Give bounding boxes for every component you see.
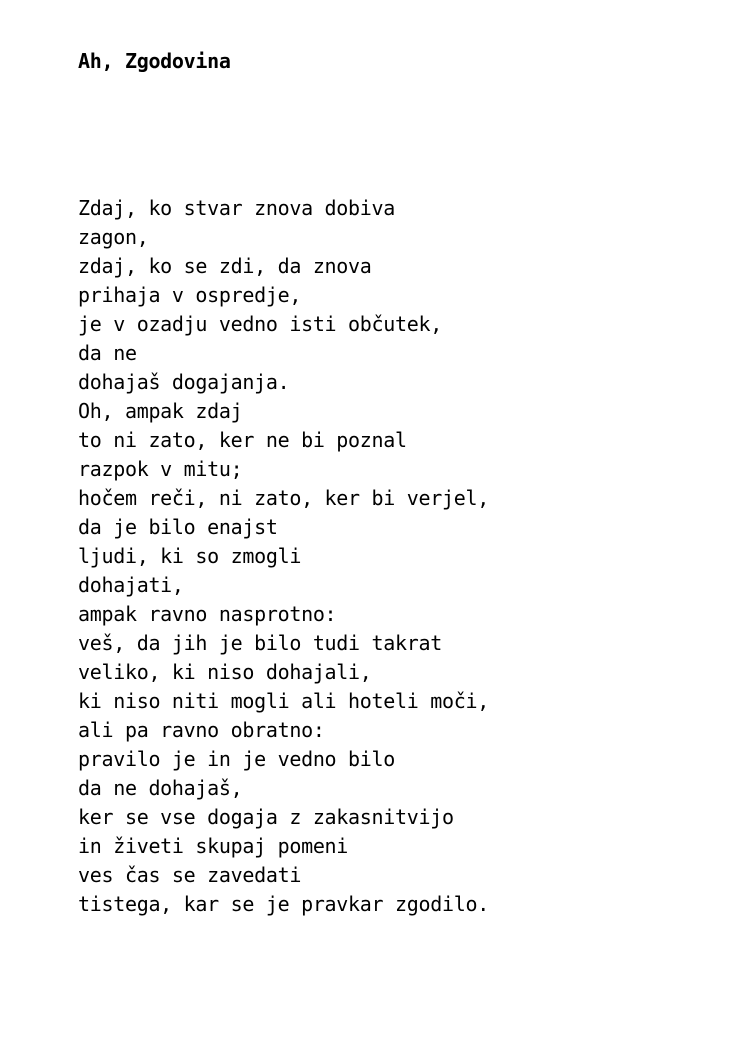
poem-line: da je bilo enajst — [78, 515, 278, 539]
poem-line: pravilo je in je vedno bilo — [78, 747, 396, 771]
poem-line: veš, da jih je bilo tudi takrat — [78, 631, 442, 655]
poem-line: razpok v mitu; — [78, 457, 243, 481]
poem-line: dohajati, — [78, 573, 184, 597]
poem-line: Oh, ampak zdaj — [78, 399, 243, 423]
poem-line: Zdaj, ko stvar znova dobiva — [78, 196, 396, 220]
poem-line: ljudi, ki so zmogli — [78, 544, 302, 568]
poem-title: Ah, Zgodovina — [78, 49, 231, 73]
poem-line: ki niso niti mogli ali hoteli moči, — [78, 689, 489, 713]
poem-line: ali pa ravno obratno: — [78, 718, 325, 742]
poem-line: tistega, kar se je pravkar zgodilo. — [78, 892, 489, 916]
poem-line: da ne — [78, 341, 137, 365]
poem-line: dohajaš dogajanja. — [78, 370, 290, 394]
poem-line: da ne dohajaš, — [78, 776, 243, 800]
poem-body — [78, 194, 489, 919]
poem-line: ves čas se zavedati — [78, 863, 302, 887]
poem-line: in živeti skupaj pomeni — [78, 834, 349, 858]
poem-line: veliko, ki niso dohajali, — [78, 660, 372, 684]
poem-line: zagon, — [78, 225, 149, 249]
poem-line: je v ozadju vedno isti občutek, — [78, 312, 442, 336]
poem-line: prihaja v ospredje, — [78, 283, 302, 307]
poem-line: zdaj, ko se zdi, da znova — [78, 254, 372, 278]
poem-line: ker se vse dogaja z zakasnitvijo — [78, 805, 454, 829]
poem-line: hočem reči, ni zato, ker bi verjel, — [78, 486, 489, 510]
poem-line: ampak ravno nasprotno: — [78, 602, 337, 626]
poem-line: to ni zato, ker ne bi poznal — [78, 428, 407, 452]
